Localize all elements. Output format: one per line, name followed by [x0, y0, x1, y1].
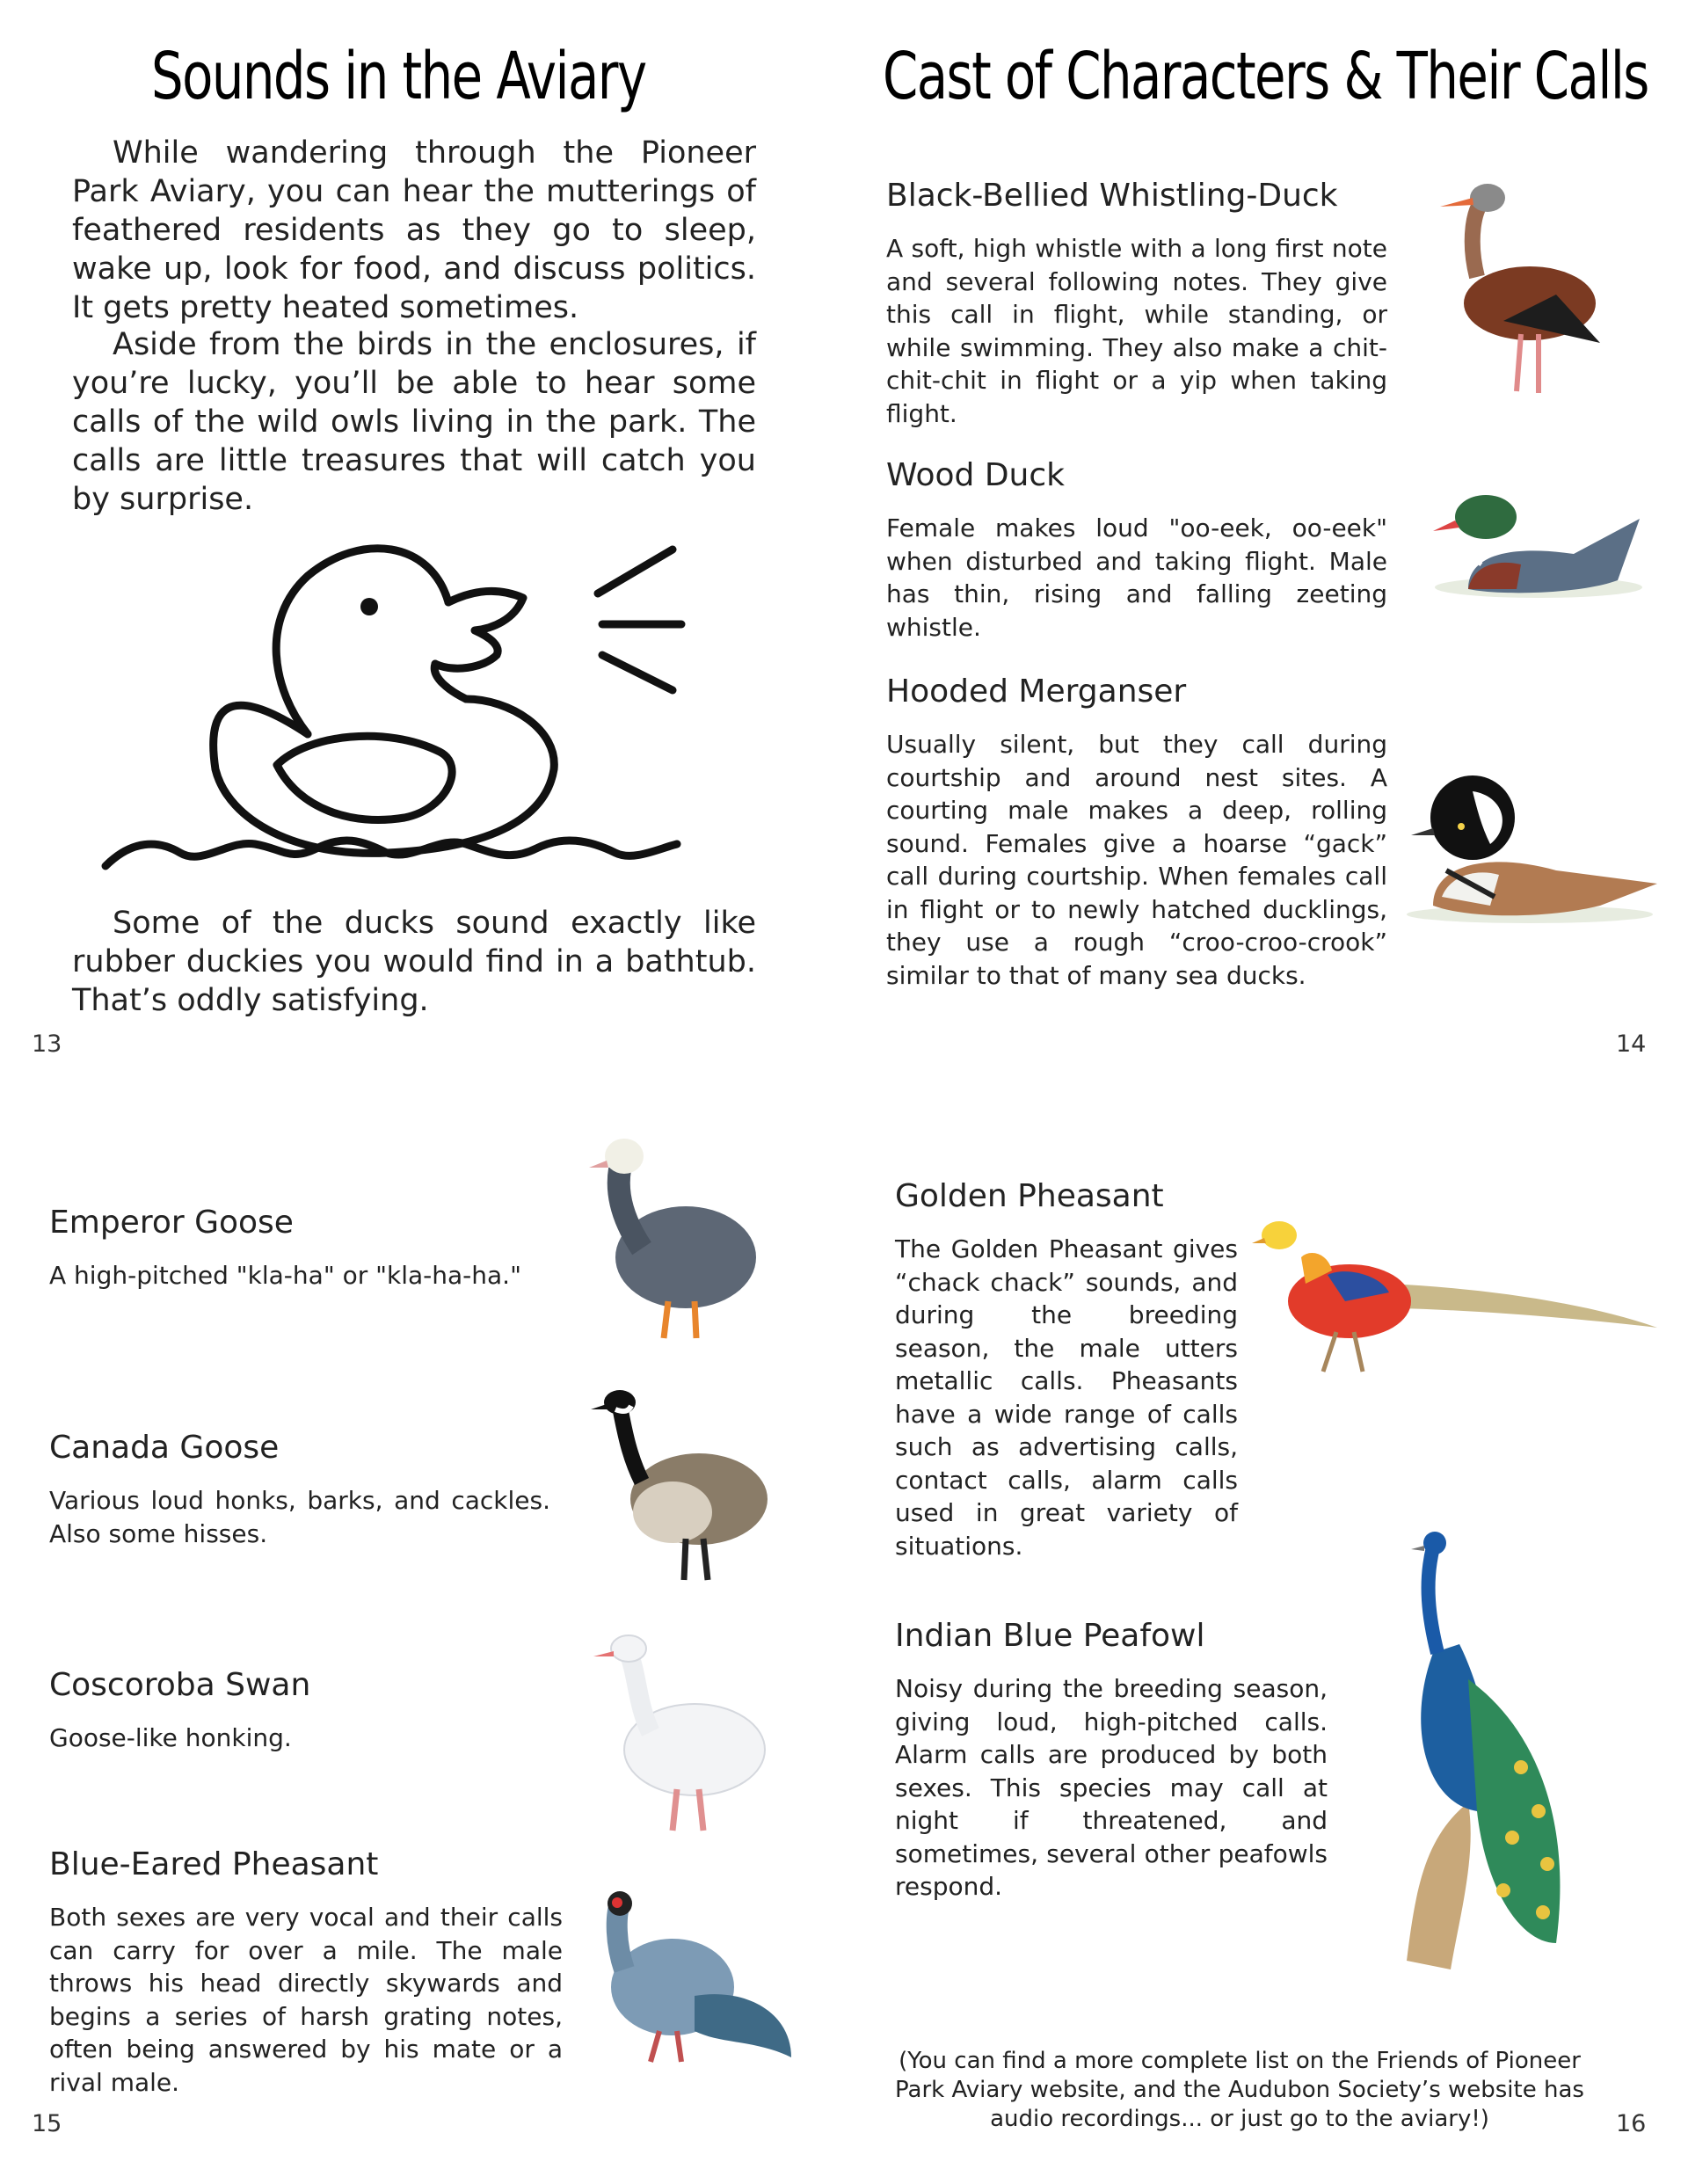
page-number-13: 13 [32, 1030, 62, 1058]
page-number-15: 15 [32, 2110, 62, 2137]
species-name-wood-duck: Wood Duck [886, 457, 1066, 493]
species-call-coscoroba-swan: Goose-like honking. [49, 1723, 292, 1752]
canada-goose-image [589, 1385, 782, 1587]
emperor-goose-image [580, 1134, 774, 1345]
species-call-hooded-merganser: Usually silent, but they call during courtship and around nest sites. A courting male makes a deep, rolling sound. Females give a hoarse “gack” call during courtship. When females call in flight or to newly hatched ducklings, they use a rough “croo-croo-crook” similar to that of many sea ducks. [886, 730, 1387, 990]
species-call-indian-blue-peafowl: Noisy during the breeding season, giving loud, high-pitched calls. Alarm calls are produced by both sexes. This species may call at night if threatened, and sometimes, several other peafowls respond. [895, 1674, 1328, 1901]
species-call-emperor-goose: A high-pitched "kla-ha" or "kla-ha-ha." [49, 1261, 521, 1290]
species-call-black-bellied-whistling-duck: A soft, high whistle with a long first note and several following notes. They give this call in flight, while standing, or while swimming. They also make a chit-chit-chit in flight or a yip when taking flight. [886, 234, 1387, 428]
indian-blue-peafowl-image [1372, 1521, 1635, 1978]
species-name-hooded-merganser: Hooded Merganser [886, 673, 1187, 710]
species-call-blue-eared-pheasant: Both sexes are very vocal and their calls can carry for over a mile. The male throws his head directly skywards and begins a series of harsh grating notes, often being answered by his mate or a rival male. [49, 1903, 563, 2097]
species-call-canada-goose: Various loud honks, barks, and cackles. Also some hisses. [49, 1486, 550, 1548]
page-number-16: 16 [1616, 2110, 1647, 2137]
species-name-emperor-goose: Emperor Goose [49, 1205, 294, 1241]
coscoroba-swan-image [589, 1627, 782, 1838]
species-call-wood-duck: Female makes loud "oo-eek, oo-eek" when disturbed and taking flight. Male has thin, rising and falling zeeting whistle. [886, 513, 1387, 642]
footer-note: (You can find a more complete list on the Friends of Pioneer Park Aviary website, and the Audubon Society’s website has audio recordings... or just go to the aviary!) [895, 2048, 1584, 2132]
species-name-blue-eared-pheasant: Blue-Eared Pheasant [49, 1846, 379, 1882]
species-name-black-bellied-whistling-duck: Black-Bellied Whistling-Duck [886, 178, 1338, 214]
intro-paragraph-2: Aside from the birds in the enclosures, if you’re lucky, you’ll be able to hear some calls of the wild owls living in the park. The calls are little treasures that will catch you by surprise. [72, 327, 756, 517]
page-14-title: Cast of Characters & Their Calls [883, 39, 1648, 114]
hooded-merganser-image [1398, 765, 1662, 932]
black-bellied-whistling-duck-image [1424, 171, 1618, 400]
intro-paragraph-1: While wandering through the Pioneer Park Aviary, you can hear the mutterings of feathered residents as they go to sleep, wake up, look for food, and discuss politics. It gets pretty heated sometimes. [72, 135, 756, 325]
rubber-duck-paragraph: Some of the ducks sound exactly like rubber duckies you would find in a bathtub. That’s oddly satisfying. [72, 906, 756, 1018]
wood-duck-image [1407, 484, 1653, 624]
species-name-coscoroba-swan: Coscoroba Swan [49, 1667, 311, 1703]
page-number-14: 14 [1616, 1030, 1647, 1058]
species-name-golden-pheasant: Golden Pheasant [895, 1178, 1164, 1214]
rubber-duck-drawing [97, 514, 730, 884]
species-name-canada-goose: Canada Goose [49, 1430, 280, 1466]
page-13-title: Sounds in the Aviary [151, 39, 646, 114]
species-name-indian-blue-peafowl: Indian Blue Peafowl [895, 1618, 1205, 1654]
species-call-golden-pheasant: The Golden Pheasant gives “chack chack” sounds, and during the breeding season, the male utters metallic calls. Pheasants have a wide range of calls such as advertising calls, contact calls, alarm calls used in great variety of situations. [895, 1234, 1238, 1561]
blue-eared-pheasant-image [589, 1890, 800, 2066]
golden-pheasant-image [1248, 1205, 1662, 1380]
